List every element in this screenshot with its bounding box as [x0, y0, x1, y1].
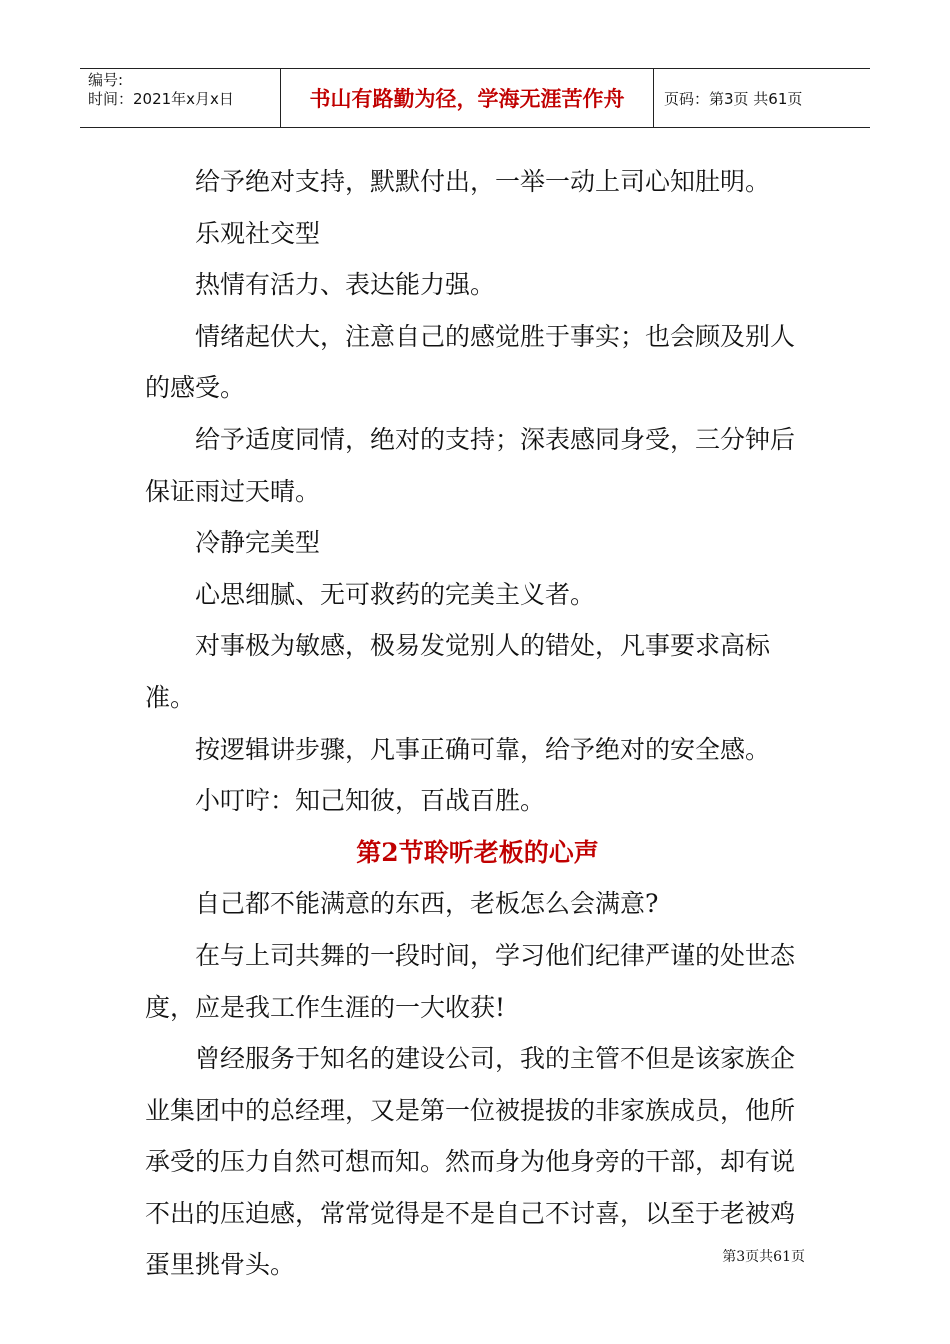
subheading-optimistic-social: 乐观社交型 [195, 218, 321, 248]
document-number-label: 编号: [88, 71, 124, 89]
header-meta [80, 69, 281, 127]
paragraph: 热情有活力、表达能力强。 [195, 270, 496, 300]
paragraph: 对事极为敏感，极易发觉别人的错处，凡事要求高标准。 [145, 631, 771, 712]
paragraph: 自己都不能满意的东西，老板怎么会满意? [195, 889, 659, 919]
paragraph: 给予绝对支持，默默付出，一举一动上司心知肚明。 [195, 167, 771, 196]
subheading-calm-perfectionist: 冷静完美型 [195, 528, 321, 558]
document-body [145, 156, 810, 1291]
section-title: 第2节聆听老板的心声 [356, 837, 599, 867]
paragraph: 给予适度同情，绝对的支持；深表感同身受，三分钟后保证雨过天晴。 [145, 424, 796, 506]
header-motto: 书山有路勤为径，学海无涯苦作舟 [281, 69, 654, 127]
paragraph: 曾经服务于知名的建设公司，我的主管不但是该家族企业集团中的总经理，又是第一位被提拔的非家族成员，他所承受的压力自然可想而知。然而身为他身旁的干部，却有说不出的压迫感，常常觉得是不是自己不讨喜，以至于老被鸡蛋里挑骨头。 [145, 1044, 796, 1280]
paragraph: 心思细腻、无可救药的完美主义者。 [195, 579, 596, 609]
paragraph: 小叮咛：知己知彼，百战百胜。 [195, 786, 546, 816]
paragraph: 情绪起伏大，注意自己的感觉胜于事实；也会顾及别人的感受。 [145, 321, 796, 403]
document-time-label: 时间：2021年x月x日 [88, 90, 234, 108]
header-page-code: 页码：第3页 共61页 [664, 89, 803, 108]
page-footer: 第3页共61页 [722, 1249, 805, 1265]
page-header [80, 68, 870, 128]
paragraph: 在与上司共舞的一段时间，学习他们纪律严谨的处世态度，应是我工作生涯的一大收获! [145, 940, 796, 1022]
paragraph: 按逻辑讲步骤，凡事正确可靠，给予绝对的安全感。 [195, 734, 771, 764]
